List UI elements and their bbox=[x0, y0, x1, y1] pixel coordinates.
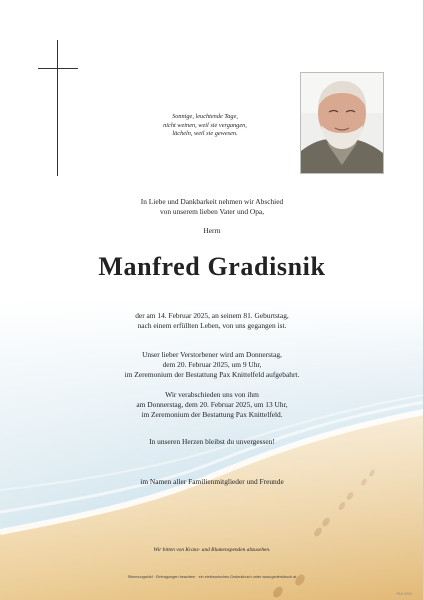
signature bbox=[40, 477, 384, 487]
farewell-ceremony-info bbox=[40, 390, 384, 419]
remembrance bbox=[40, 437, 384, 447]
beach-background-image bbox=[0, 300, 424, 600]
farewell-text bbox=[40, 197, 384, 217]
death-notice bbox=[40, 311, 384, 331]
viewing-line: dem 20. Februar 2025, um 9 Uhr, bbox=[162, 359, 262, 369]
signature-text: im Namen aller Familienmitglieder und Freunde bbox=[140, 477, 284, 486]
footer-text: Stimmungsbild · Eintragungen beachten · ein elektronisches Gedenkbuch unter www.gedenkbuch.at bbox=[127, 575, 297, 579]
ceremony-line: im Zeremonium der Bestattung Pax Knittelfeld. bbox=[141, 409, 283, 419]
death-notice-line: nach einem erfüllten Leben, von uns gegangen ist. bbox=[137, 320, 287, 330]
salutation bbox=[40, 226, 384, 236]
viewing-info bbox=[40, 350, 384, 379]
poem-line: Sonnige, leuchtende Tage, bbox=[172, 113, 238, 120]
death-notice-line: der am 14. Februar 2025, an seinem 81. Geburtstag, bbox=[135, 311, 289, 320]
deceased-name: Manfred Gradisnik bbox=[98, 252, 326, 281]
ceremony-line: Wir verabschieden uns von ihm bbox=[165, 390, 259, 399]
cross-icon bbox=[38, 40, 78, 176]
viewing-line: im Zeremonium der Bestattung Pax Knittelfeld aufgebahrt. bbox=[124, 369, 300, 379]
farewell-line: In Liebe und Dankbarkeit nehmen wir Abschied bbox=[140, 197, 284, 206]
poem-line: nicht weinen, weil sie vergangen, bbox=[163, 121, 247, 129]
document-code: PAX 0202 bbox=[396, 592, 412, 596]
portrait-photo bbox=[300, 72, 384, 174]
salutation-text: Herrn bbox=[203, 226, 221, 235]
viewing-line: Unser lieber Verstorbener wird am Donnerstag, bbox=[142, 350, 282, 359]
remembrance-text: In unseren Herzen bleibst du unvergessen! bbox=[149, 437, 275, 446]
poem bbox=[120, 113, 290, 139]
farewell-line: von unserem lieben Vater und Opa, bbox=[159, 206, 265, 216]
ceremony-line: am Donnerstag, dem 20. Februar 2025, um 13 Uhr, bbox=[136, 399, 288, 409]
poem-line: lächeln, weil sie gewesen. bbox=[172, 130, 238, 138]
flower-request-note: Wir bitten von Kranz- und Blumenspenden abzusehen. bbox=[153, 547, 271, 553]
